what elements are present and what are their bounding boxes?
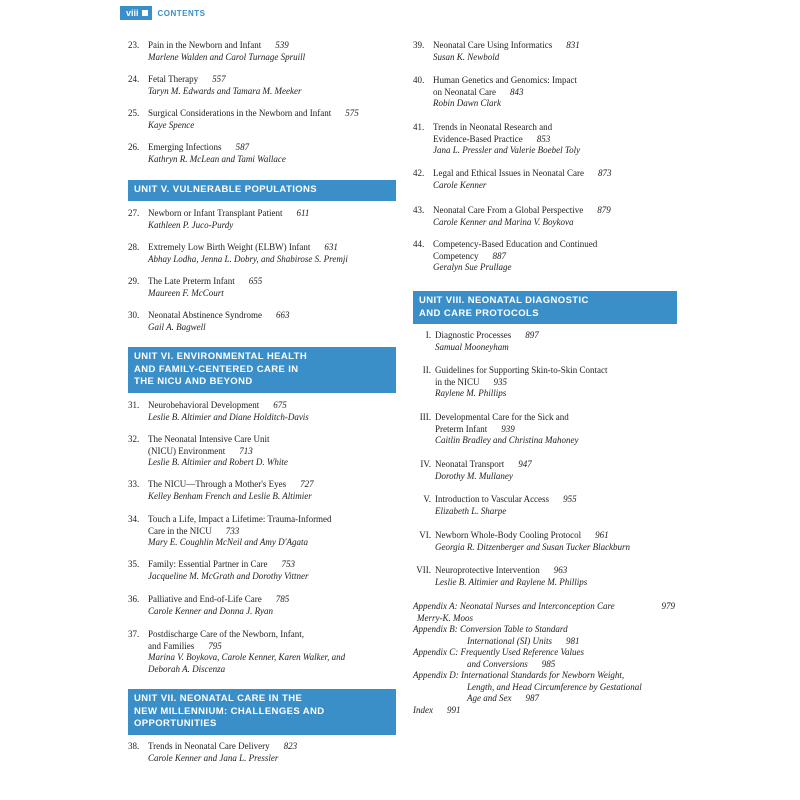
protocol-entry-iv[interactable]: IV. Neonatal Transport 947 Dorothy M. Mullaney: [413, 459, 683, 482]
page-number: viii: [126, 8, 139, 18]
toc-entry-24[interactable]: 24. Fetal Therapy 557 Taryn M. Edwards and Tamara M. Meeker: [128, 74, 398, 97]
chapter-authors: Kelley Benham French and Leslie B. Altimier: [148, 490, 312, 501]
chapter-title: Postdischarge Care of the Newborn, Infant,: [148, 629, 305, 639]
page-ref: 587: [235, 142, 250, 152]
appendix-d[interactable]: [413, 670, 683, 705]
protocol-entry-ii[interactable]: II. Guidelines for Supporting Skin-to-Skin Contact in the NICU 935 Raylene M. Phillips: [413, 365, 683, 400]
toc-entry-30[interactable]: 30. Neonatal Abstinence Syndrome 663 Gail A. Bagwell: [128, 310, 398, 333]
chapter-title-cont: on Neonatal Care: [433, 86, 496, 97]
chapter-title: Human Genetics and Genomics: Impact: [433, 75, 577, 85]
page-ref: 853: [536, 133, 551, 144]
page-ref: 935: [493, 376, 507, 387]
protocol-title: Neuroprotective Intervention: [435, 565, 540, 575]
chapter-title-cont: Care in the NICU: [148, 525, 212, 536]
page-ref: 575: [345, 108, 359, 118]
unit-v-heading[interactable]: UNIT V. VULNERABLE POPULATIONS: [128, 180, 396, 201]
chapter-authors: Jana L. Pressler and Valerie Boebel Toly: [433, 145, 581, 155]
protocol-title: Guidelines for Supporting Skin-to-Skin Contact: [435, 365, 608, 375]
page-ref: 675: [273, 400, 287, 410]
toc-entry-23[interactable]: 23. Pain in the Newborn and Infant 539 Marlene Walden and Carol Turnage Spruill: [128, 40, 398, 63]
protocol-entry-v[interactable]: V. Introduction to Vascular Access 955 Elizabeth L. Sharpe: [413, 494, 683, 517]
toc-entry-41[interactable]: 41. Trends in Neonatal Research and Evidence-Based Practice 853 Jana L. Pressler and Valerie Boebel Toly: [413, 122, 683, 157]
page-ref: 981: [566, 635, 580, 646]
chapter-title: Extremely Low Birth Weight (ELBW) Infant: [148, 242, 311, 252]
appendix-b[interactable]: [413, 624, 683, 647]
chapter-title: The NICU—Through a Mother's Eyes: [148, 479, 287, 489]
page-ref: 879: [597, 205, 611, 215]
chapter-authors: Gail A. Bagwell: [148, 321, 206, 332]
chapter-authors: Marina V. Boykova, Carole Kenner, Karen Walker, and: [148, 652, 346, 662]
chapter-title: Trends in Neonatal Research and: [433, 122, 553, 132]
toc-entry-38[interactable]: 38. Trends in Neonatal Care Delivery 823 Carole Kenner and Jana L. Pressler: [128, 741, 398, 764]
toc-entry-26[interactable]: 26. Emerging Infections 587 Kathryn R. McLean and Tami Wallace: [128, 142, 398, 165]
page-ref: 843: [509, 86, 524, 97]
page-ref: 963: [553, 565, 568, 575]
page-ref: 539: [275, 40, 289, 50]
unit-vi-heading[interactable]: UNIT VI. ENVIRONMENTAL HEALTH AND FAMILY-CENTERED CARE IN THE NICU AND BEYOND: [128, 347, 396, 393]
protocol-title-cont: Preterm Infant: [435, 423, 488, 434]
page-ref: 557: [212, 74, 226, 84]
protocol-title: Neonatal Transport: [435, 459, 505, 469]
chapter-title: The Neonatal Intensive Care Unit: [148, 434, 270, 444]
running-header: [120, 6, 206, 20]
protocol-title: Introduction to Vascular Access: [435, 494, 550, 504]
chapter-authors: Kathryn R. McLean and Tami Wallace: [148, 153, 286, 164]
chapter-title-cont: Evidence-Based Practice: [433, 133, 523, 144]
page-ref: 831: [566, 40, 580, 50]
toc-entry-35[interactable]: 35. Family: Essential Partner in Care 753 Jacqueline M. McGrath and Dorothy Vittner: [128, 559, 398, 582]
protocol-title: Newborn Whole-Body Cooling Protocol: [435, 530, 582, 540]
chapter-title: Neurobehavioral Development: [148, 400, 260, 410]
page-ref: 947: [518, 459, 532, 469]
chapter-title: Palliative and End-of-Life Care: [148, 594, 262, 604]
chapter-title: Legal and Ethical Issues in Neonatal Care: [433, 168, 584, 178]
toc-entry-27[interactable]: 27. Newborn or Infant Transplant Patient 611 Kathleen P. Juco-Purdy: [128, 208, 398, 231]
chapter-authors: Robin Dawn Clark: [433, 98, 502, 108]
page-ref: 823: [283, 741, 298, 751]
page-ref: 961: [595, 530, 609, 540]
page-ref: 727: [300, 479, 314, 489]
chapter-title-cont: Competency: [433, 250, 479, 261]
page-ref: 795: [208, 640, 222, 651]
protocol-entry-vii[interactable]: VII. Neuroprotective Intervention 963 Leslie B. Altimier and Raylene M. Phillips: [413, 565, 683, 588]
toc-entry-43[interactable]: 43. Neonatal Care From a Global Perspective 879 Carole Kenner and Marina V. Boykova: [413, 205, 683, 228]
chapter-authors-cont: Deborah A. Discenza: [148, 663, 226, 674]
chapter-authors: Jacqueline M. McGrath and Dorothy Vittner: [148, 570, 309, 581]
appendix-title-cont: Age and Sex: [467, 693, 512, 703]
chapter-title: Newborn or Infant Transplant Patient: [148, 208, 283, 218]
chapter-title: The Late Preterm Infant: [148, 276, 235, 286]
chapter-authors: Carole Kenner: [433, 179, 487, 190]
chapter-authors: Marlene Walden and Carol Turnage Spruill: [148, 51, 306, 62]
chapter-authors: Carole Kenner and Donna J. Ryan: [148, 605, 273, 616]
appendix-c[interactable]: [413, 647, 683, 670]
appendix-title-cont: Length, and Head Circumference by Gestational: [467, 681, 642, 692]
protocol-entry-iii[interactable]: III. Developmental Care for the Sick and Preterm Infant 939 Caitlin Bradley and Christina Mahoney: [413, 412, 683, 447]
page-ref: 631: [324, 242, 338, 252]
toc-entry-34[interactable]: 34. Touch a Life, Impact a Lifetime: Trauma-Informed Care in the NICU 733 Mary E. Coughlin McNeil and Amy D'Agata: [128, 514, 398, 549]
toc-entry-29[interactable]: 29. The Late Preterm Infant 655 Maureen F. McCourt: [128, 276, 398, 299]
unit-vii-heading[interactable]: UNIT VII. NEONATAL CARE IN THE NEW MILLENNIUM: CHALLENGES AND OPPORTUNITIES: [128, 689, 396, 735]
toc-entry-42[interactable]: 42. Legal and Ethical Issues in Neonatal Care 873 Carole Kenner: [413, 168, 683, 191]
toc-entry-25[interactable]: 25. Surgical Considerations in the Newborn and Infant 575 Kaye Spence: [128, 108, 398, 131]
page-ref: 987: [525, 693, 539, 703]
chapter-authors: Carole Kenner and Marina V. Boykova: [433, 216, 574, 227]
toc-entry-31[interactable]: 31. Neurobehavioral Development 675 Leslie B. Altimier and Diane Holditch-Davis: [128, 400, 398, 423]
chapter-title-cont: (NICU) Environment: [148, 445, 226, 456]
toc-entry-39[interactable]: 39. Neonatal Care Using Informatics 831 Susan K. Newbold: [413, 40, 683, 63]
page-ref: 887: [492, 250, 506, 261]
chapter-authors: Abhay Lodha, Jenna L. Dobry, and Shabirose S. Premji: [148, 253, 348, 264]
chapter-title: Touch a Life, Impact a Lifetime: Trauma-Informed: [148, 514, 332, 524]
index-label: Index: [413, 705, 433, 715]
chapter-authors: Susan K. Newbold: [433, 51, 500, 62]
toc-entry-28[interactable]: 28. Extremely Low Birth Weight (ELBW) Infant 631 Abhay Lodha, Jenna L. Dobry, and Shabirose S. Premji: [128, 242, 398, 265]
toc-entry-40[interactable]: 40. Human Genetics and Genomics: Impact on Neonatal Care 843 Robin Dawn Clark: [413, 75, 683, 110]
page-ref: 955: [563, 494, 577, 504]
chapter-title: Pain in the Newborn and Infant: [148, 40, 262, 50]
chapter-title-cont: and Families: [148, 640, 195, 651]
page-ref: 655: [248, 276, 263, 286]
toc-entry-44[interactable]: 44. Competency-Based Education and Continued Competency 887 Geralyn Sue Prullage: [413, 239, 683, 274]
protocol-authors: Samual Mooneyham: [435, 341, 509, 352]
appendix-title-cont: and Conversions: [467, 658, 528, 669]
page-ref: 663: [275, 310, 290, 320]
page-ref: 753: [281, 559, 295, 569]
chapter-authors: Leslie B. Altimier and Diane Holditch-Davis: [148, 411, 309, 422]
chapter-title: Neonatal Care Using Informatics: [433, 40, 553, 50]
square-bullet-icon: [142, 10, 148, 16]
chapter-title: Fetal Therapy: [148, 74, 199, 84]
index-entry[interactable]: [413, 705, 683, 717]
chapter-authors: Kathleen P. Juco-Purdy: [148, 219, 234, 230]
page-ref: 873: [597, 168, 612, 178]
protocol-title: Diagnostic Processes: [435, 330, 512, 340]
chapter-title: Neonatal Abstinence Syndrome: [148, 310, 262, 320]
appendix-title: Appendix A: Neonatal Nurses and Interconception Care: [413, 601, 615, 611]
chapter-authors: Mary E. Coughlin McNeil and Amy D'Agata: [148, 537, 308, 547]
protocol-title: Developmental Care for the Sick and: [435, 412, 569, 422]
toc-entry-36[interactable]: 36. Palliative and End-of-Life Care 785 Carole Kenner and Donna J. Ryan: [128, 594, 398, 617]
protocol-authors: Leslie B. Altimier and Raylene M. Phillips: [435, 576, 588, 587]
appendix-a[interactable]: [413, 601, 683, 624]
chapter-title: Emerging Infections: [148, 142, 222, 152]
protocol-title-cont: in the NICU: [435, 376, 480, 387]
toc-entry-37[interactable]: 37. Postdischarge Care of the Newborn, Infant, and Families 795 Marina V. Boykova, Carole Kenner, Karen Walker, and Deborah A. Discenza: [128, 629, 398, 675]
appendix-title: Appendix B: Conversion Table to Standard: [413, 624, 568, 634]
page-ref: 611: [296, 208, 310, 218]
appendix-author: Merry-K. Moos: [417, 612, 473, 623]
page-ref: 785: [275, 594, 290, 604]
unit-viii-heading[interactable]: UNIT VIII. NEONATAL DIAGNOSTIC AND CARE PROTOCOLS: [413, 291, 677, 324]
chapter-title: Neonatal Care From a Global Perspective: [433, 205, 584, 215]
chapter-title: Surgical Considerations in the Newborn and Infant: [148, 108, 332, 118]
toc-entry-32[interactable]: 32. The Neonatal Intensive Care Unit (NICU) Environment 713 Leslie B. Altimier and Robert D. White: [128, 434, 398, 469]
chapter-authors: Maureen F. McCourt: [148, 287, 224, 298]
protocol-entry-vi[interactable]: VI. Newborn Whole-Body Cooling Protocol 961 Georgia R. Ditzenberger and Susan Tucker Blackburn: [413, 530, 683, 553]
appendix-title: Appendix C: Frequently Used Reference Values: [413, 647, 585, 657]
protocol-entry-i[interactable]: I. Diagnostic Processes 897 Samual Mooneyham: [413, 330, 683, 353]
protocol-authors: Caitlin Bradley and Christina Mahoney: [435, 435, 579, 445]
chapter-authors: Carole Kenner and Jana L. Pressler: [148, 752, 279, 763]
toc-entry-33[interactable]: 33. The NICU—Through a Mother's Eyes 727 Kelley Benham French and Leslie B. Altimier: [128, 479, 398, 502]
page-ref: 733: [225, 525, 240, 536]
chapter-title: Trends in Neonatal Care Delivery: [148, 741, 270, 751]
appendix-title: Appendix D: International Standards for Newborn Weight,: [413, 670, 625, 680]
chapter-title: Competency-Based Education and Continued: [433, 239, 598, 249]
chapter-authors: Geralyn Sue Prullage: [433, 262, 512, 272]
chapter-authors: Leslie B. Altimier and Robert D. White: [148, 457, 288, 467]
page-number-tab: [120, 6, 152, 20]
page-ref: 985: [541, 658, 556, 669]
chapter-authors: Kaye Spence: [148, 119, 195, 130]
chapter-title: Family: Essential Partner in Care: [148, 559, 268, 569]
page-ref: 713: [239, 445, 253, 456]
page-ref: 991: [447, 705, 461, 715]
page-ref: 897: [525, 330, 539, 340]
chapter-authors: Taryn M. Edwards and Tamara M. Meeker: [148, 85, 302, 96]
page-ref: 979: [661, 601, 675, 611]
protocol-authors: Georgia R. Ditzenberger and Susan Tucker Blackburn: [435, 541, 631, 552]
protocol-authors: Elizabeth L. Sharpe: [435, 505, 507, 516]
section-title: CONTENTS: [157, 8, 206, 18]
page-ref: 939: [501, 423, 515, 434]
protocol-authors: Dorothy M. Mullaney: [435, 470, 513, 481]
appendix-title-cont: International (SI) Units: [467, 635, 552, 646]
protocol-authors: Raylene M. Phillips: [435, 388, 507, 398]
